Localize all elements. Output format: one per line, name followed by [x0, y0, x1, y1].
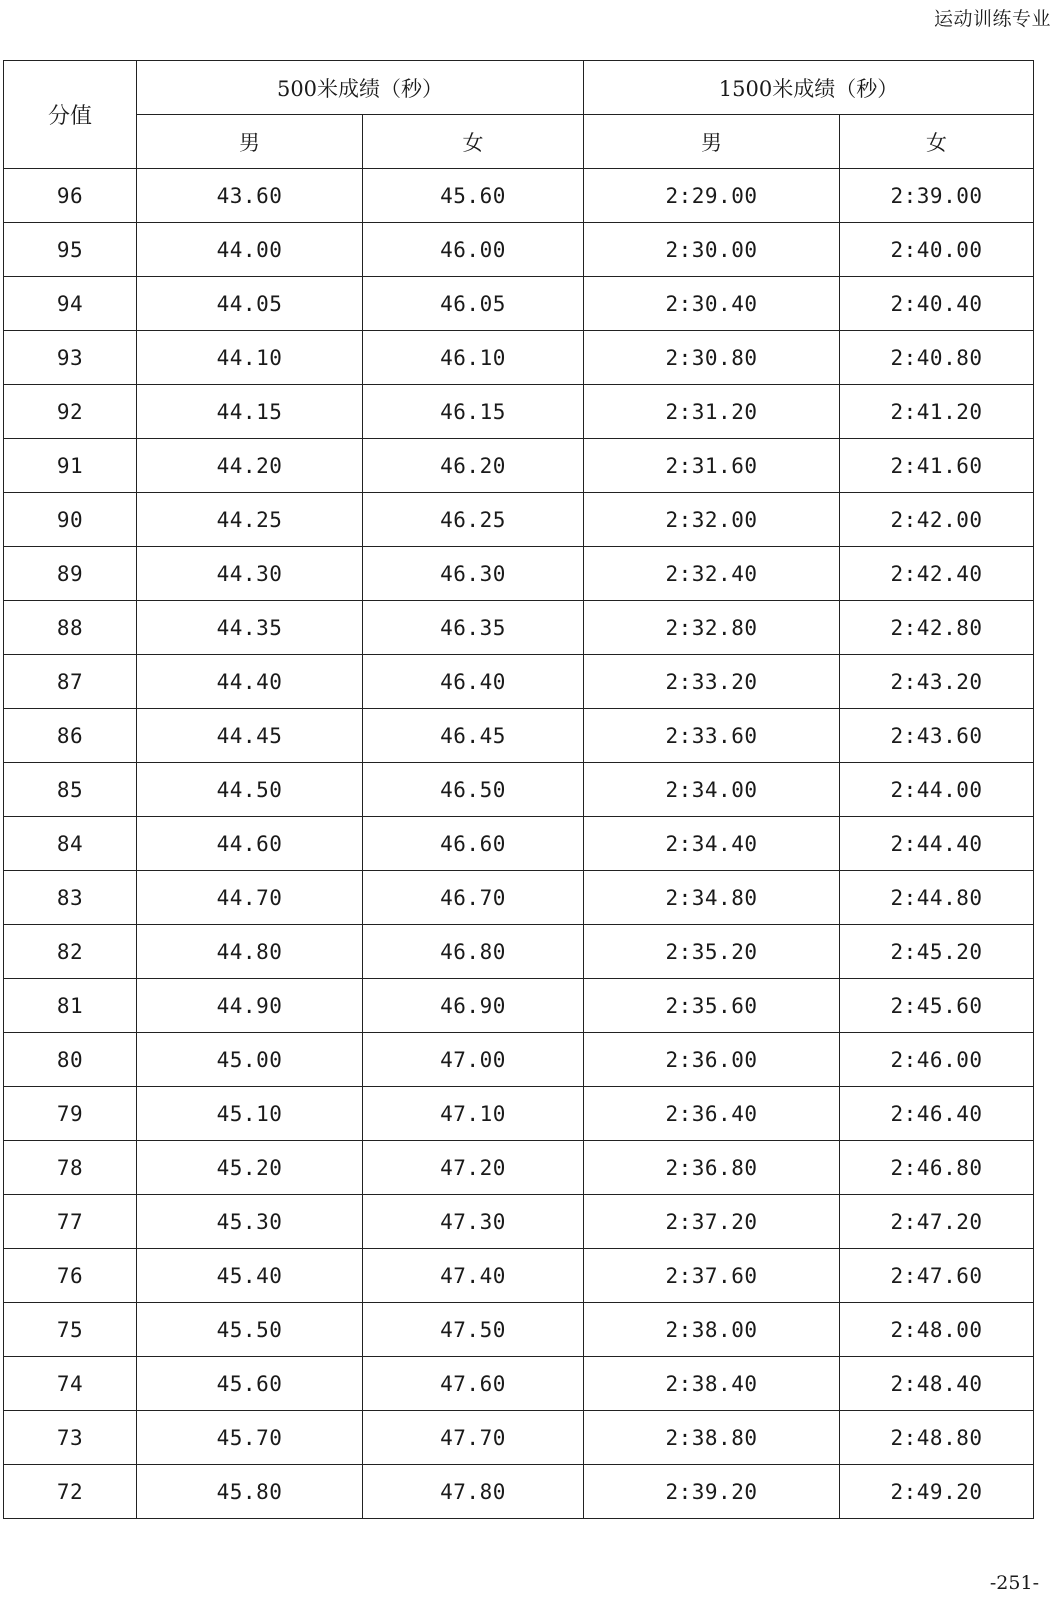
time-1500m-male-cell: 2:35.60 — [584, 979, 840, 1033]
time-1500m-male-cell: 2:34.00 — [584, 763, 840, 817]
time-500m-male-cell: 45.40 — [137, 1249, 363, 1303]
time-500m-male-cell: 44.20 — [137, 439, 363, 493]
time-1500m-male-cell: 2:31.60 — [584, 439, 840, 493]
time-1500m-male-cell: 2:32.00 — [584, 493, 840, 547]
time-500m-female-cell: 46.10 — [363, 331, 584, 385]
score-cell: 93 — [4, 331, 137, 385]
score-cell: 73 — [4, 1411, 137, 1465]
time-1500m-male-cell: 2:33.20 — [584, 655, 840, 709]
time-1500m-male-cell: 2:39.20 — [584, 1465, 840, 1519]
time-1500m-female-cell: 2:44.80 — [840, 871, 1034, 925]
time-500m-female-cell: 47.00 — [363, 1033, 584, 1087]
time-500m-female-cell: 46.60 — [363, 817, 584, 871]
score-cell: 87 — [4, 655, 137, 709]
time-500m-female-cell: 46.30 — [363, 547, 584, 601]
time-500m-male-cell: 44.00 — [137, 223, 363, 277]
time-500m-female-cell: 46.50 — [363, 763, 584, 817]
group-header-1500m: 1500米成绩（秒） — [584, 61, 1034, 115]
time-1500m-female-cell: 2:48.40 — [840, 1357, 1034, 1411]
time-500m-male-cell: 44.35 — [137, 601, 363, 655]
time-500m-male-cell: 45.50 — [137, 1303, 363, 1357]
sub-header-500m-female: 女 — [363, 115, 584, 169]
time-500m-male-cell: 44.60 — [137, 817, 363, 871]
time-1500m-female-cell: 2:41.20 — [840, 385, 1034, 439]
score-cell: 72 — [4, 1465, 137, 1519]
time-500m-male-cell: 44.80 — [137, 925, 363, 979]
time-1500m-male-cell: 2:30.00 — [584, 223, 840, 277]
time-1500m-female-cell: 2:47.60 — [840, 1249, 1034, 1303]
time-1500m-female-cell: 2:42.00 — [840, 493, 1034, 547]
sub-header-1500m-male: 男 — [584, 115, 840, 169]
time-1500m-female-cell: 2:40.80 — [840, 331, 1034, 385]
table-row — [4, 925, 1034, 979]
time-1500m-male-cell: 2:37.20 — [584, 1195, 840, 1249]
time-1500m-female-cell: 2:46.00 — [840, 1033, 1034, 1087]
time-1500m-male-cell: 2:37.60 — [584, 1249, 840, 1303]
time-500m-female-cell: 46.25 — [363, 493, 584, 547]
time-500m-female-cell: 46.40 — [363, 655, 584, 709]
time-1500m-female-cell: 2:45.20 — [840, 925, 1034, 979]
time-500m-female-cell: 47.30 — [363, 1195, 584, 1249]
time-1500m-female-cell: 2:45.60 — [840, 979, 1034, 1033]
time-500m-female-cell: 45.60 — [363, 169, 584, 223]
time-500m-female-cell: 47.50 — [363, 1303, 584, 1357]
time-500m-female-cell: 46.15 — [363, 385, 584, 439]
time-500m-male-cell: 45.10 — [137, 1087, 363, 1141]
table-header-row-genders — [4, 115, 1034, 169]
time-1500m-male-cell: 2:36.00 — [584, 1033, 840, 1087]
score-cell: 92 — [4, 385, 137, 439]
time-500m-female-cell: 47.40 — [363, 1249, 584, 1303]
time-500m-male-cell: 44.40 — [137, 655, 363, 709]
table-row — [4, 1465, 1034, 1519]
score-cell: 75 — [4, 1303, 137, 1357]
time-1500m-male-cell: 2:36.80 — [584, 1141, 840, 1195]
table-row — [4, 1195, 1034, 1249]
running-header: 运动训练专业 — [933, 8, 1051, 30]
time-1500m-female-cell: 2:44.40 — [840, 817, 1034, 871]
time-1500m-male-cell: 2:33.60 — [584, 709, 840, 763]
table-row — [4, 1411, 1034, 1465]
time-500m-female-cell: 47.20 — [363, 1141, 584, 1195]
table-row — [4, 331, 1034, 385]
table-row — [4, 655, 1034, 709]
score-cell: 88 — [4, 601, 137, 655]
score-table — [3, 60, 1034, 1519]
table-row — [4, 1357, 1034, 1411]
score-cell: 76 — [4, 1249, 137, 1303]
time-500m-female-cell: 46.70 — [363, 871, 584, 925]
time-1500m-male-cell: 2:32.80 — [584, 601, 840, 655]
time-500m-male-cell: 44.30 — [137, 547, 363, 601]
time-1500m-female-cell: 2:40.40 — [840, 277, 1034, 331]
table-row — [4, 493, 1034, 547]
table-row — [4, 439, 1034, 493]
time-1500m-female-cell: 2:48.80 — [840, 1411, 1034, 1465]
time-1500m-male-cell: 2:34.80 — [584, 871, 840, 925]
table-row — [4, 763, 1034, 817]
table-row — [4, 1087, 1034, 1141]
time-500m-male-cell: 44.70 — [137, 871, 363, 925]
time-1500m-female-cell: 2:39.00 — [840, 169, 1034, 223]
time-500m-female-cell: 47.60 — [363, 1357, 584, 1411]
time-500m-male-cell: 44.05 — [137, 277, 363, 331]
table-row — [4, 1303, 1034, 1357]
table-row — [4, 547, 1034, 601]
time-1500m-female-cell: 2:41.60 — [840, 439, 1034, 493]
score-cell: 83 — [4, 871, 137, 925]
time-500m-male-cell: 45.80 — [137, 1465, 363, 1519]
time-1500m-male-cell: 2:31.20 — [584, 385, 840, 439]
time-1500m-male-cell: 2:35.20 — [584, 925, 840, 979]
time-500m-female-cell: 47.70 — [363, 1411, 584, 1465]
time-500m-male-cell: 44.25 — [137, 493, 363, 547]
time-500m-female-cell: 46.45 — [363, 709, 584, 763]
time-1500m-female-cell: 2:43.20 — [840, 655, 1034, 709]
table-row — [4, 385, 1034, 439]
time-1500m-male-cell: 2:30.80 — [584, 331, 840, 385]
table-row — [4, 277, 1034, 331]
score-cell: 91 — [4, 439, 137, 493]
time-500m-male-cell: 44.15 — [137, 385, 363, 439]
time-500m-male-cell: 45.30 — [137, 1195, 363, 1249]
time-1500m-male-cell: 2:29.00 — [584, 169, 840, 223]
time-500m-male-cell: 43.60 — [137, 169, 363, 223]
sub-header-500m-male: 男 — [137, 115, 363, 169]
page-number: -251- — [989, 1572, 1039, 1594]
score-cell: 86 — [4, 709, 137, 763]
score-cell: 78 — [4, 1141, 137, 1195]
table-row — [4, 979, 1034, 1033]
time-1500m-female-cell: 2:42.40 — [840, 547, 1034, 601]
time-1500m-male-cell: 2:38.00 — [584, 1303, 840, 1357]
table-row — [4, 1033, 1034, 1087]
score-cell: 95 — [4, 223, 137, 277]
time-500m-male-cell: 44.45 — [137, 709, 363, 763]
sub-header-1500m-female: 女 — [840, 115, 1034, 169]
time-500m-female-cell: 46.00 — [363, 223, 584, 277]
table-body — [4, 169, 1034, 1519]
group-header-500m: 500米成绩（秒） — [137, 61, 584, 115]
table-row — [4, 817, 1034, 871]
time-1500m-male-cell: 2:36.40 — [584, 1087, 840, 1141]
time-500m-female-cell: 46.35 — [363, 601, 584, 655]
score-cell: 80 — [4, 1033, 137, 1087]
time-1500m-male-cell: 2:32.40 — [584, 547, 840, 601]
score-cell: 90 — [4, 493, 137, 547]
time-1500m-female-cell: 2:48.00 — [840, 1303, 1034, 1357]
time-500m-male-cell: 44.10 — [137, 331, 363, 385]
time-1500m-male-cell: 2:38.80 — [584, 1411, 840, 1465]
time-500m-male-cell: 45.00 — [137, 1033, 363, 1087]
table-row — [4, 1249, 1034, 1303]
table-row — [4, 601, 1034, 655]
time-1500m-male-cell: 2:38.40 — [584, 1357, 840, 1411]
table-header-row-groups — [4, 61, 1034, 115]
score-cell: 89 — [4, 547, 137, 601]
time-500m-male-cell: 44.90 — [137, 979, 363, 1033]
time-1500m-male-cell: 2:34.40 — [584, 817, 840, 871]
score-cell: 84 — [4, 817, 137, 871]
score-cell: 94 — [4, 277, 137, 331]
time-500m-male-cell: 45.70 — [137, 1411, 363, 1465]
time-500m-female-cell: 46.80 — [363, 925, 584, 979]
time-1500m-male-cell: 2:30.40 — [584, 277, 840, 331]
time-1500m-female-cell: 2:40.00 — [840, 223, 1034, 277]
table-row — [4, 871, 1034, 925]
time-500m-female-cell: 46.90 — [363, 979, 584, 1033]
table-row — [4, 1141, 1034, 1195]
time-1500m-female-cell: 2:49.20 — [840, 1465, 1034, 1519]
score-cell: 81 — [4, 979, 137, 1033]
time-500m-female-cell: 46.05 — [363, 277, 584, 331]
score-cell: 96 — [4, 169, 137, 223]
score-column-header: 分值 — [4, 61, 137, 169]
time-1500m-female-cell: 2:47.20 — [840, 1195, 1034, 1249]
time-1500m-female-cell: 2:44.00 — [840, 763, 1034, 817]
time-500m-male-cell: 45.60 — [137, 1357, 363, 1411]
table-row — [4, 169, 1034, 223]
score-cell: 79 — [4, 1087, 137, 1141]
time-1500m-female-cell: 2:43.60 — [840, 709, 1034, 763]
score-cell: 82 — [4, 925, 137, 979]
score-cell: 85 — [4, 763, 137, 817]
time-1500m-female-cell: 2:42.80 — [840, 601, 1034, 655]
table-row — [4, 709, 1034, 763]
time-500m-female-cell: 47.80 — [363, 1465, 584, 1519]
score-cell: 77 — [4, 1195, 137, 1249]
time-500m-female-cell: 46.20 — [363, 439, 584, 493]
table-row — [4, 223, 1034, 277]
time-500m-female-cell: 47.10 — [363, 1087, 584, 1141]
time-500m-male-cell: 44.50 — [137, 763, 363, 817]
table-head — [4, 61, 1034, 169]
score-cell: 74 — [4, 1357, 137, 1411]
time-1500m-female-cell: 2:46.40 — [840, 1087, 1034, 1141]
time-1500m-female-cell: 2:46.80 — [840, 1141, 1034, 1195]
time-500m-male-cell: 45.20 — [137, 1141, 363, 1195]
